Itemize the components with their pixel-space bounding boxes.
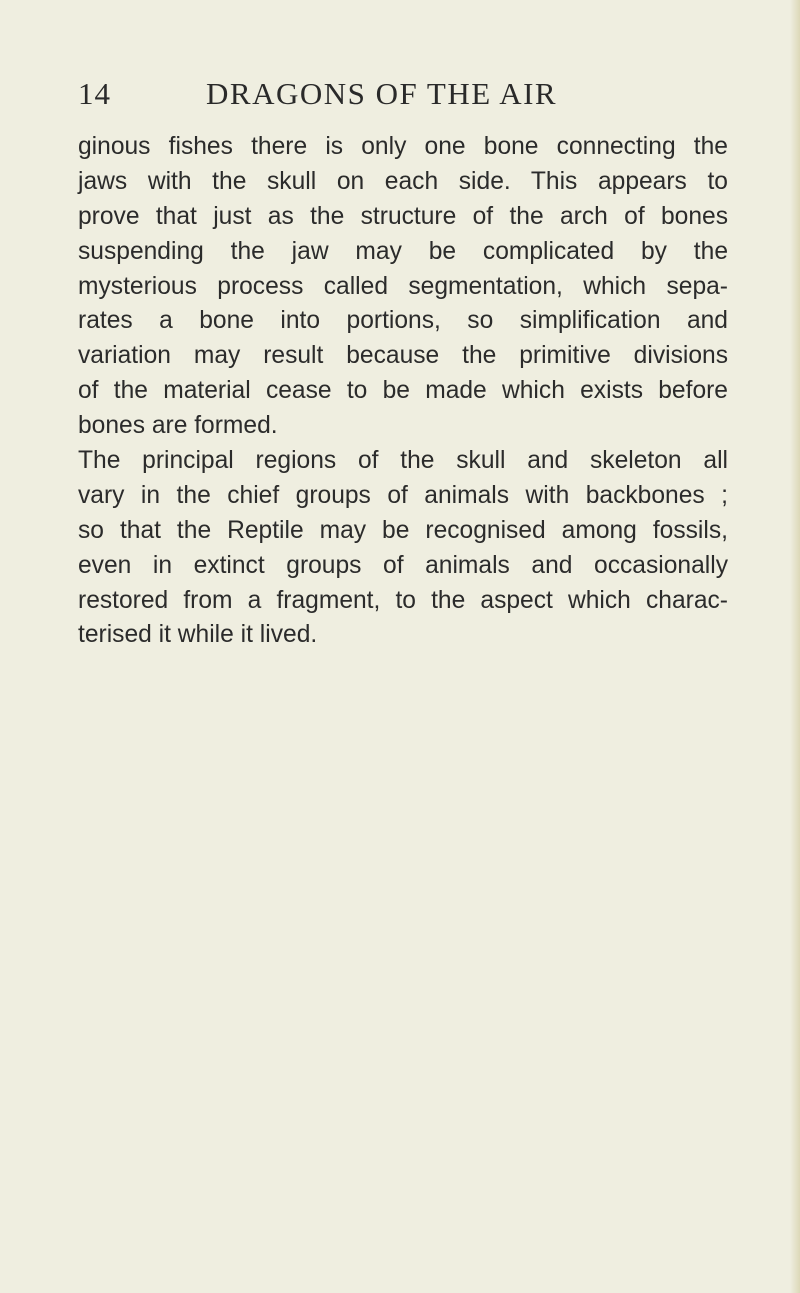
text-line: variation may result because the primitive divisions — [78, 342, 728, 370]
running-head — [78, 76, 738, 116]
text-line: vary in the chief groups of animals with backbones ; — [78, 481, 728, 509]
page-edge-shadow — [790, 0, 800, 1293]
text-line: jaws with the skull on each side. This appears to — [78, 167, 728, 195]
text-line: suspending the jaw may be complicated by the — [78, 237, 728, 265]
text-line: even in extinct groups of animals and occasionally — [78, 551, 728, 579]
text-line: bones are formed. — [78, 412, 278, 440]
text-line: ginous fishes there is only one bone connecting the — [78, 133, 728, 160]
text-line: restored from a fragment, to the aspect which charac- — [78, 586, 728, 614]
text-line: of the material cease to be made which exists before — [78, 377, 728, 405]
book-title: DRAGONS OF THE AIR — [206, 76, 558, 111]
text-line: The principal regions of the skull and skeleton all — [78, 447, 728, 475]
text-line: rates a bone into portions, so simplification and — [78, 307, 728, 335]
page-number: 14 — [78, 76, 111, 111]
text-line: terised it while it lived. — [78, 621, 318, 649]
text-line: mysterious process called segmentation, which sepa- — [78, 272, 728, 300]
body-text — [78, 130, 728, 653]
text-line: prove that just as the structure of the arch of bones — [78, 202, 728, 230]
text-line: so that the Reptile may be recognised among fossils, — [78, 516, 728, 544]
